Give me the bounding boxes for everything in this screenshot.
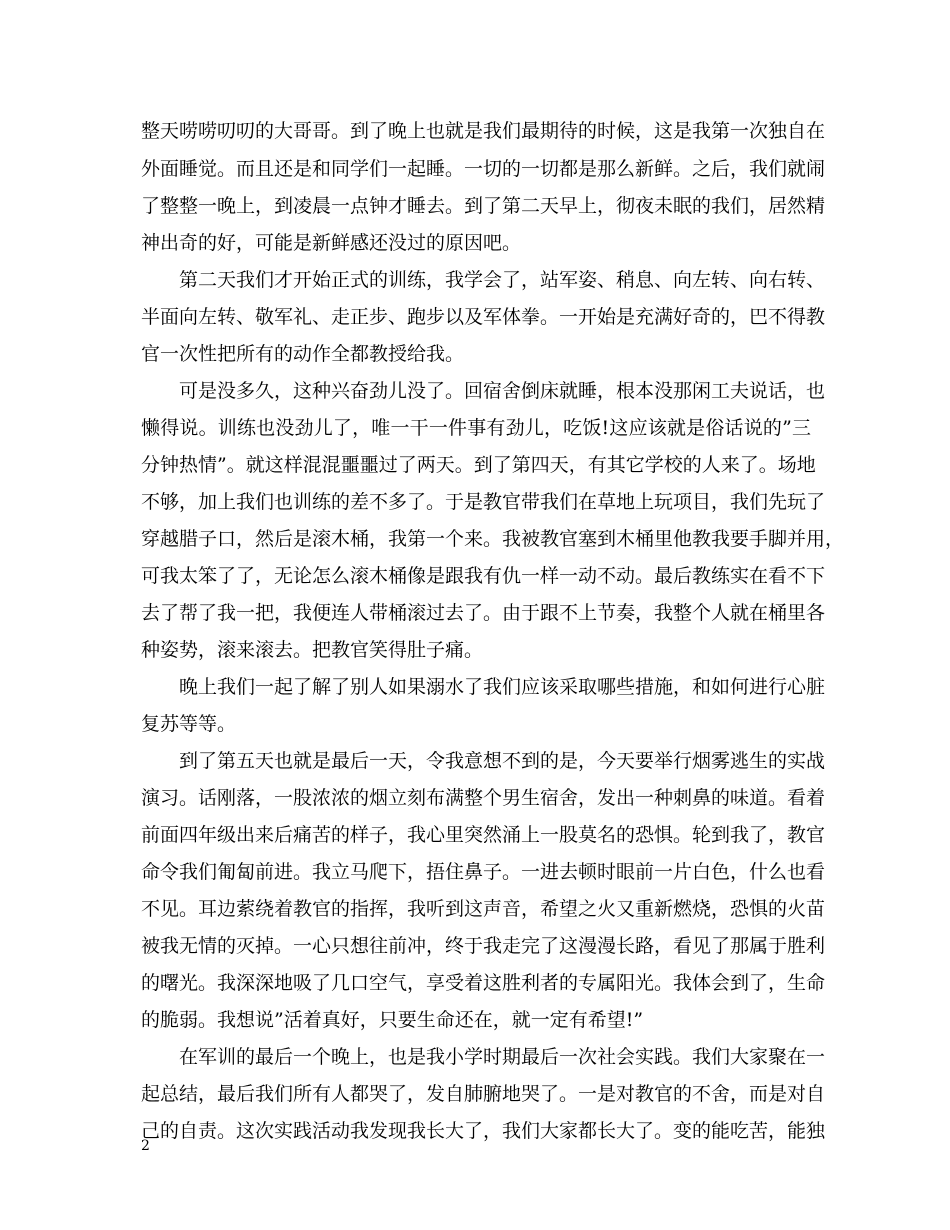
text-line: 命令我们匍匐前进。我立马爬下，捂住鼻子。一进去顿时眼前一片白色，什么也看 bbox=[141, 861, 826, 883]
text-line: 的脆弱。我想说”活着真好，只要生命还在，就一定有希望!” bbox=[141, 1009, 644, 1031]
text-line: 前面四年级出来后痛苦的样子，我心里突然涌上一股莫名的恐惧。轮到我了，教官 bbox=[141, 824, 826, 846]
page-number: 2 bbox=[141, 1138, 150, 1154]
text-line: 被我无情的灭掉。一心只想往前冲，终于我走完了这漫漫长路，看见了那属于胜利 bbox=[141, 935, 826, 957]
text-line: 官一次性把所有的动作全都教授给我。 bbox=[141, 343, 465, 365]
text-line: 不够，加上我们也训练的差不多了。于是教官带我们在草地上玩项目，我们先玩了 bbox=[141, 491, 826, 513]
text-line: 复苏等等。 bbox=[141, 713, 237, 735]
text-line: 神出奇的好，可能是新鲜感还没过的原因吧。 bbox=[141, 232, 522, 254]
text-line: 整天唠唠叨叨的大哥哥。到了晚上也就是我们最期待的时候，这是我第一次独自在 bbox=[141, 120, 826, 142]
text-line: 起总结，最后我们所有人都哭了，发自肺腑地哭了。一是对教官的不舍，而是对自 bbox=[141, 1083, 826, 1105]
text-line: 半面向左转、敬军礼、走正步、跑步以及军体拳。一开始是充满好奇的，巴不得教 bbox=[141, 306, 826, 328]
text-line: 去了帮了我一把，我便连人带桶滚过去了。由于跟不上节奏，我整个人就在桶里各 bbox=[141, 602, 826, 624]
text-line: 可我太笨了了，无论怎么滚木桶像是跟我有仇一样一动不动。最后教练实在看不下 bbox=[141, 565, 826, 587]
text-line: 己的自责。这次实践活动我发现我长大了，我们大家都长大了。变的能吃苦，能独 bbox=[141, 1120, 826, 1142]
text-line: 不见。耳边萦绕着教官的指挥，我听到这声音，希望之火又重新燃烧，恐惧的火苗 bbox=[141, 898, 826, 920]
text-line: 穿越腊子口，然后是滚木桶，我第一个来。我被教官塞到木桶里他教我要手脚并用， bbox=[141, 528, 845, 550]
text-line: 到了第五天也就是最后一天，令我意想不到的是，今天要举行烟雾逃生的实战 bbox=[141, 750, 826, 772]
text-line: 可是没多久，这种兴奋劲儿没了。回宿舍倒床就睡，根本没那闲工夫说话，也 bbox=[141, 380, 826, 402]
text-line: 外面睡觉。而且还是和同学们一起睡。一切的一切都是那么新鲜。之后，我们就闹 bbox=[141, 158, 826, 180]
text-line: 的曙光。我深深地吸了几口空气，享受着这胜利者的专属阳光。我体会到了，生命 bbox=[141, 972, 826, 994]
text-line: 在军训的最后一个晚上，也是我小学时期最后一次社会实践。我们大家聚在一 bbox=[141, 1046, 826, 1068]
text-line: 种姿势，滚来滚去。把教官笑得肚子痛。 bbox=[141, 639, 484, 661]
text-line: 了整整一晚上，到凌晨一点钟才睡去。到了第二天早上，彻夜未眠的我们，居然精 bbox=[141, 195, 826, 217]
text-line: 懒得说。训练也没劲儿了，唯一干一件事有劲儿，吃饭!这应该就是俗话说的”三 bbox=[141, 417, 811, 439]
text-line: 第二天我们才开始正式的训练，我学会了，站军姿、稍息、向左转、向右转、 bbox=[141, 269, 826, 291]
text-line: 晚上我们一起了解了别人如果溺水了我们应该采取哪些措施，和如何进行心脏 bbox=[141, 676, 826, 698]
text-line: 分钟热情”。就这样混混噩噩过了两天。到了第四天，有其它学校的人来了。场地 bbox=[141, 454, 816, 476]
text-line: 演习。话刚落，一股浓浓的烟立刻布满整个男生宿舍，发出一种刺鼻的味道。看着 bbox=[141, 787, 826, 809]
